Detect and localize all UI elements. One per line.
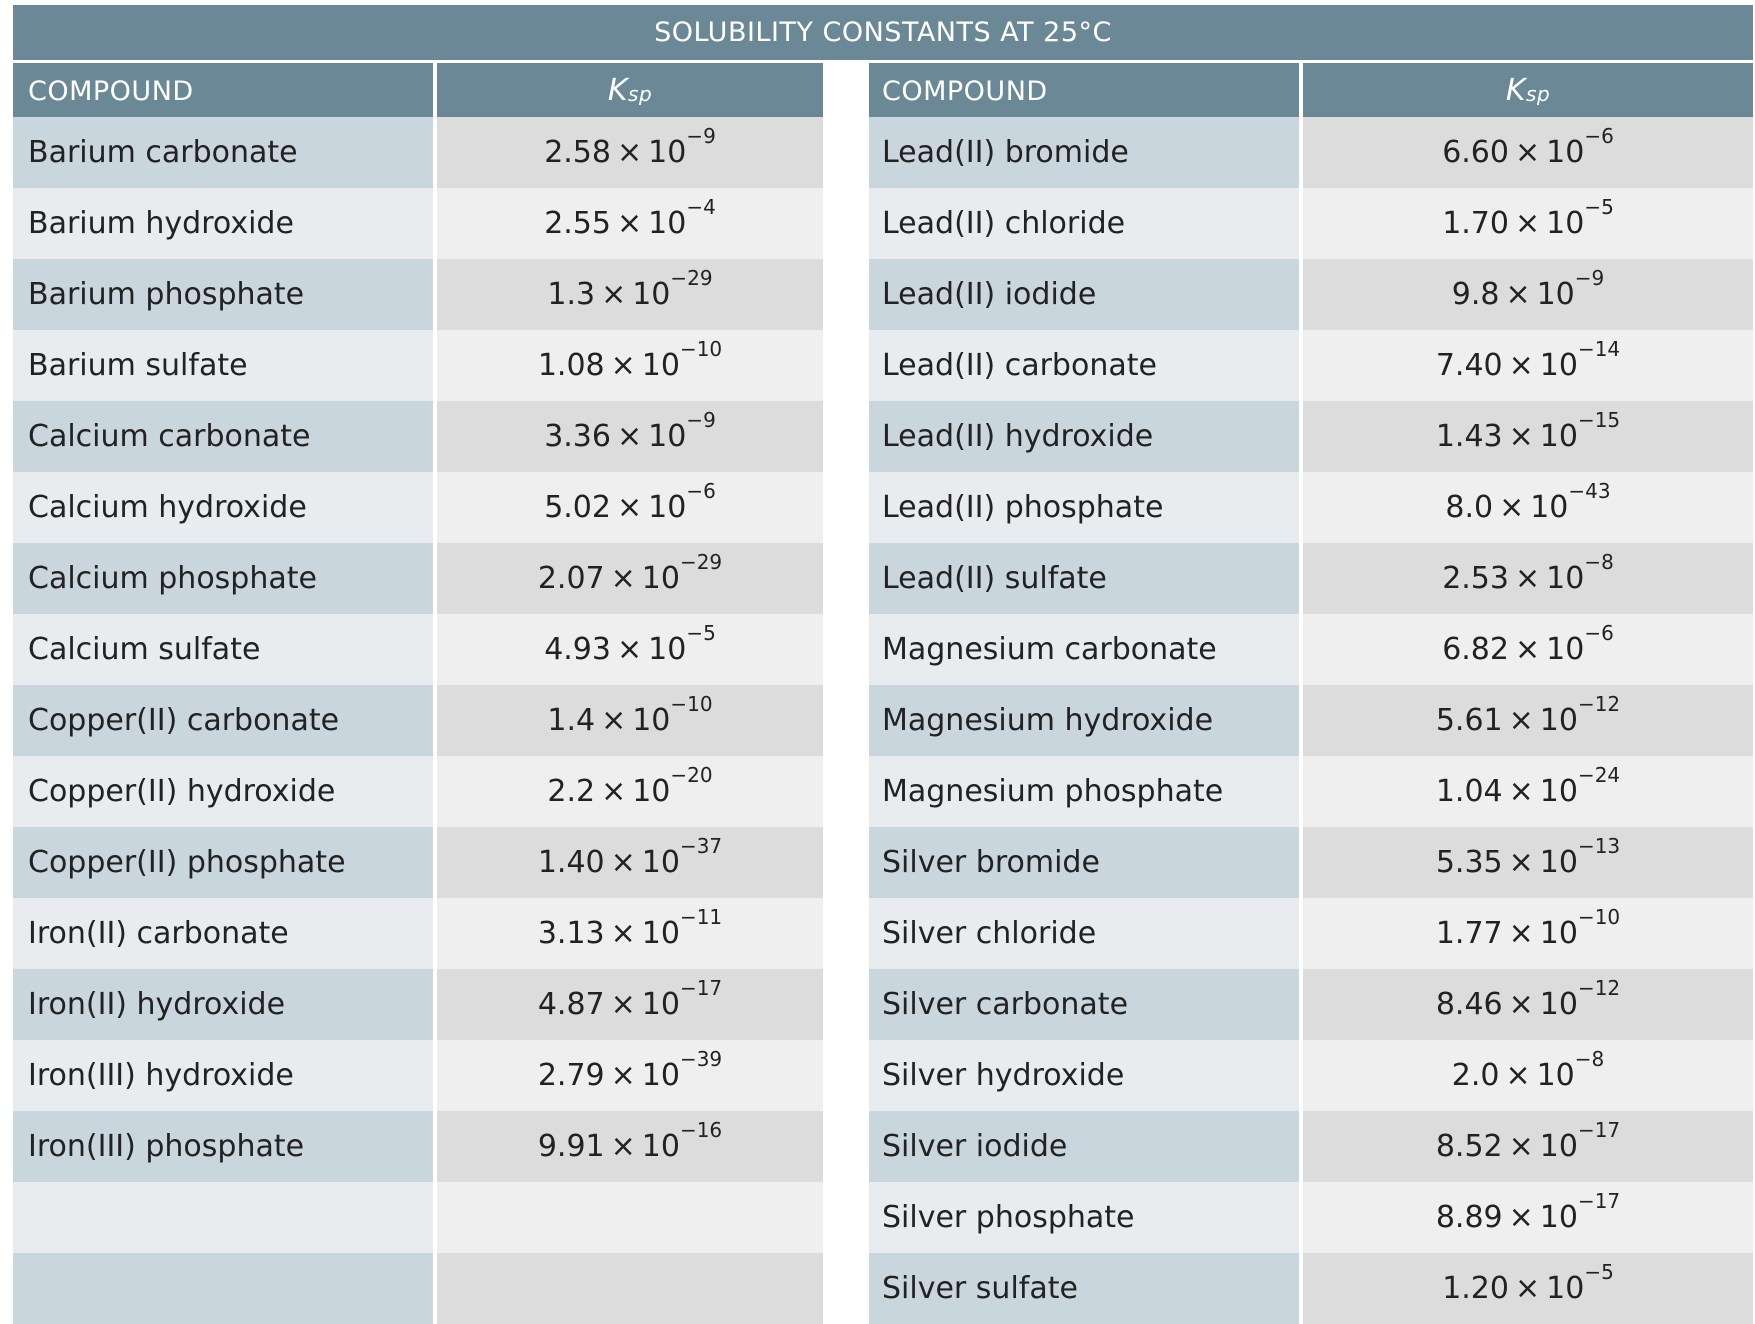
ksp-value-cell [1303, 330, 1753, 401]
right-header-row [869, 63, 1753, 117]
ksp-value-cell [437, 1182, 823, 1253]
ksp-mantissa: 8.46 [1435, 987, 1503, 1022]
ksp-value-cell [437, 543, 823, 614]
ksp-mantissa: 9.91 [537, 1129, 605, 1164]
compound-name-cell: Lead(II) carbonate [869, 330, 1299, 401]
compound-name-cell [13, 1253, 433, 1324]
times-sign: × [1508, 1129, 1534, 1164]
ksp-exponent: −20 [670, 763, 713, 787]
ksp-exponent: −13 [1577, 834, 1621, 858]
ksp-symbol: K [607, 72, 629, 108]
compound-name-cell: Lead(II) sulfate [869, 543, 1299, 614]
ksp-mantissa: 2.58 [544, 135, 611, 170]
ksp-mantissa: 6.82 [1442, 632, 1509, 667]
times-sign: × [1505, 277, 1531, 312]
ksp-value [537, 550, 723, 596]
power-base: 10 [641, 1129, 680, 1164]
ksp-value-cell [437, 1253, 823, 1324]
left-header-row [13, 63, 823, 117]
table-row [869, 685, 1753, 756]
ksp-mantissa: 2.2 [547, 774, 596, 809]
ksp-mantissa: 1.20 [1442, 1271, 1509, 1306]
power-base: 10 [648, 135, 687, 170]
ksp-value [1451, 1047, 1605, 1093]
power-base: 10 [1539, 987, 1578, 1022]
ksp-exponent: −5 [1584, 195, 1614, 219]
ksp-subscript: sp [1526, 82, 1551, 106]
ksp-mantissa: 1.43 [1435, 419, 1503, 454]
times-sign: × [1508, 987, 1534, 1022]
ksp-value-cell [1303, 969, 1753, 1040]
table-row [869, 614, 1753, 685]
ksp-value [1442, 1260, 1614, 1306]
ksp-exponent: −10 [679, 337, 723, 361]
ksp-value-cell [437, 898, 823, 969]
times-sign: × [601, 774, 627, 809]
ksp-exponent: −12 [1577, 976, 1621, 1000]
ksp-mantissa: 1.04 [1435, 774, 1503, 809]
table-row [869, 117, 1753, 188]
compound-name-cell: Silver chloride [869, 898, 1299, 969]
times-sign: × [610, 1058, 636, 1093]
power-base: 10 [632, 277, 671, 312]
ksp-value [544, 408, 716, 454]
ksp-symbol: K [1505, 72, 1527, 108]
table-row [13, 259, 823, 330]
ksp-exponent: −15 [1577, 408, 1621, 432]
ksp-value [1451, 266, 1605, 312]
times-sign: × [616, 206, 643, 241]
compound-name-cell: Silver iodide [869, 1111, 1299, 1182]
times-sign: × [1508, 703, 1534, 738]
power-base: 10 [1539, 703, 1578, 738]
compound-name-cell: Magnesium phosphate [869, 756, 1299, 827]
ksp-value-cell [437, 969, 823, 1040]
power-base: 10 [1539, 845, 1578, 880]
table-row [13, 543, 823, 614]
compound-name-cell: Calcium hydroxide [13, 472, 433, 543]
power-base: 10 [1546, 632, 1585, 667]
table-row [13, 756, 823, 827]
times-sign: × [601, 703, 627, 738]
ksp-value [1435, 976, 1621, 1022]
power-base: 10 [1530, 490, 1569, 525]
times-sign: × [610, 1129, 636, 1164]
table-row [869, 1182, 1753, 1253]
ksp-value-cell [1303, 259, 1753, 330]
ksp-value [547, 266, 713, 312]
ksp-exponent: −39 [679, 1047, 723, 1071]
table-row [13, 1111, 823, 1182]
table-row [13, 117, 823, 188]
table-row [13, 472, 823, 543]
ksp-exponent: −10 [670, 692, 713, 716]
compound-name-cell: Barium carbonate [13, 117, 433, 188]
power-base: 10 [1539, 774, 1578, 809]
ksp-value-cell [437, 117, 823, 188]
compound-name-cell [13, 1182, 433, 1253]
ksp-value [1435, 834, 1621, 880]
ksp-mantissa: 1.4 [547, 703, 596, 738]
compound-name-cell: Calcium sulfate [13, 614, 433, 685]
power-base: 10 [1539, 916, 1578, 951]
table-row [13, 188, 823, 259]
ksp-mantissa: 9.8 [1451, 277, 1500, 312]
ksp-exponent: −17 [1577, 1118, 1621, 1142]
ksp-mantissa: 7.40 [1435, 348, 1503, 383]
ksp-exponent: −9 [686, 408, 716, 432]
ksp-mantissa: 1.40 [537, 845, 605, 880]
times-sign: × [1499, 490, 1525, 525]
times-sign: × [616, 135, 643, 170]
ksp-value-cell [437, 1040, 823, 1111]
ksp-exponent: −14 [1577, 337, 1621, 361]
compound-name-cell: Calcium carbonate [13, 401, 433, 472]
table-title: SOLUBILITY CONSTANTS AT 25°C [13, 5, 1753, 60]
table-row [869, 827, 1753, 898]
compound-name-cell: Iron(II) hydroxide [13, 969, 433, 1040]
compound-name-cell: Lead(II) hydroxide [869, 401, 1299, 472]
ksp-value [1442, 621, 1614, 667]
ksp-subscript: sp [628, 82, 653, 106]
compound-name-cell: Lead(II) bromide [869, 117, 1299, 188]
times-sign: × [610, 845, 636, 880]
compound-name-cell: Silver bromide [869, 827, 1299, 898]
ksp-mantissa: 2.0 [1451, 1058, 1500, 1093]
table-row [869, 472, 1753, 543]
ksp-value-cell [437, 614, 823, 685]
table-row [869, 969, 1753, 1040]
ksp-mantissa: 8.52 [1435, 1129, 1503, 1164]
ksp-value [544, 195, 716, 241]
compound-name-cell: Silver carbonate [869, 969, 1299, 1040]
times-sign: × [1514, 206, 1541, 241]
table-row [869, 259, 1753, 330]
compound-name-cell: Copper(II) carbonate [13, 685, 433, 756]
ksp-mantissa: 5.35 [1435, 845, 1503, 880]
ksp-exponent: −9 [1574, 266, 1605, 290]
ksp-exponent: −11 [679, 905, 723, 929]
ksp-mantissa: 1.08 [537, 348, 605, 383]
ksp-exponent: −4 [686, 195, 716, 219]
ksp-exponent: −29 [679, 550, 723, 574]
times-sign: × [601, 277, 627, 312]
power-base: 10 [1546, 206, 1585, 241]
compound-name-cell: Iron(III) hydroxide [13, 1040, 433, 1111]
ksp-value [1442, 195, 1614, 241]
table-row [13, 1040, 823, 1111]
table-row [869, 1253, 1753, 1324]
ksp-exponent: −12 [1577, 692, 1621, 716]
ksp-value [537, 905, 723, 951]
ksp-value [1442, 124, 1614, 170]
ksp-value [537, 1118, 723, 1164]
table-row [13, 827, 823, 898]
ksp-mantissa: 2.79 [537, 1058, 605, 1093]
ksp-value-cell [1303, 756, 1753, 827]
ksp-value [537, 337, 723, 383]
compound-name-cell: Lead(II) iodide [869, 259, 1299, 330]
ksp-exponent: −29 [670, 266, 713, 290]
ksp-mantissa: 2.07 [537, 561, 605, 596]
ksp-value-cell [1303, 117, 1753, 188]
ksp-exponent: −10 [1577, 905, 1621, 929]
ksp-value [1435, 408, 1621, 454]
table-row [13, 330, 823, 401]
ksp-exponent: −9 [686, 124, 716, 148]
times-sign: × [1508, 774, 1534, 809]
power-base: 10 [641, 987, 680, 1022]
table-row [13, 685, 823, 756]
power-base: 10 [641, 348, 680, 383]
compound-name-cell: Silver sulfate [869, 1253, 1299, 1324]
ksp-exponent: −6 [1584, 621, 1614, 645]
table-row [13, 401, 823, 472]
ksp-exponent: −8 [1574, 1047, 1605, 1071]
power-base: 10 [1536, 277, 1575, 312]
table-row [869, 543, 1753, 614]
times-sign: × [1508, 845, 1534, 880]
table-row [13, 614, 823, 685]
ksp-value [544, 479, 716, 525]
times-sign: × [610, 561, 636, 596]
compound-name-cell: Iron(III) phosphate [13, 1111, 433, 1182]
compound-name-cell: Iron(II) carbonate [13, 898, 433, 969]
table-row [869, 401, 1753, 472]
compound-name-cell: Copper(II) phosphate [13, 827, 433, 898]
right-table-body [869, 117, 1753, 1324]
power-base: 10 [1536, 1058, 1575, 1093]
ksp-value-cell [1303, 1253, 1753, 1324]
times-sign: × [610, 987, 636, 1022]
ksp-value [547, 763, 713, 809]
ksp-value-cell [1303, 827, 1753, 898]
ksp-mantissa: 2.53 [1442, 561, 1509, 596]
ksp-value-cell [437, 330, 823, 401]
ksp-value-cell [437, 685, 823, 756]
ksp-value [1435, 763, 1621, 809]
ksp-mantissa: 8.89 [1435, 1200, 1503, 1235]
compound-name-cell: Silver phosphate [869, 1182, 1299, 1253]
ksp-mantissa: 4.87 [537, 987, 605, 1022]
ksp-exponent: −17 [679, 976, 723, 1000]
ksp-value-cell [1303, 614, 1753, 685]
times-sign: × [1514, 1271, 1541, 1306]
ksp-value-cell [1303, 543, 1753, 614]
table-row [869, 1040, 1753, 1111]
times-sign: × [610, 348, 636, 383]
power-base: 10 [648, 632, 687, 667]
power-base: 10 [648, 206, 687, 241]
power-base: 10 [641, 845, 680, 880]
power-base: 10 [641, 916, 680, 951]
times-sign: × [616, 632, 643, 667]
ksp-exponent: −24 [1577, 763, 1621, 787]
ksp-value-cell [437, 188, 823, 259]
ksp-value-cell [1303, 472, 1753, 543]
compound-name-cell: Lead(II) phosphate [869, 472, 1299, 543]
ksp-value-cell [1303, 1111, 1753, 1182]
table-row [869, 898, 1753, 969]
power-base: 10 [1539, 419, 1578, 454]
power-base: 10 [641, 561, 680, 596]
power-base: 10 [648, 490, 687, 525]
power-base: 10 [648, 419, 687, 454]
ksp-exponent: −5 [1584, 1260, 1614, 1284]
table-row [13, 969, 823, 1040]
ksp-mantissa: 5.02 [544, 490, 611, 525]
times-sign: × [1505, 1058, 1531, 1093]
compound-name-cell: Calcium phosphate [13, 543, 433, 614]
ksp-exponent: −8 [1584, 550, 1614, 574]
compound-column-header: COMPOUND [13, 63, 433, 117]
ksp-value-cell [437, 472, 823, 543]
ksp-value [537, 1047, 723, 1093]
compound-name-cell: Barium hydroxide [13, 188, 433, 259]
compound-name-cell: Magnesium carbonate [869, 614, 1299, 685]
ksp-value [1435, 337, 1621, 383]
ksp-value-cell [437, 259, 823, 330]
ksp-value [1435, 692, 1621, 738]
ksp-mantissa: 1.3 [547, 277, 596, 312]
times-sign: × [616, 419, 643, 454]
ksp-value-cell [1303, 401, 1753, 472]
ksp-column-header [437, 63, 823, 117]
ksp-value [1442, 550, 1614, 596]
ksp-value-cell [1303, 685, 1753, 756]
ksp-exponent: −37 [679, 834, 723, 858]
power-base: 10 [632, 703, 671, 738]
table-row [869, 188, 1753, 259]
times-sign: × [1508, 419, 1534, 454]
times-sign: × [1508, 1200, 1534, 1235]
right-table [869, 63, 1753, 1324]
power-base: 10 [641, 1058, 680, 1093]
table-row [13, 1182, 823, 1253]
ksp-value [1435, 1189, 1621, 1235]
left-table [13, 63, 823, 1324]
compound-name-cell: Copper(II) hydroxide [13, 756, 433, 827]
times-sign: × [1514, 135, 1541, 170]
ksp-mantissa: 4.93 [544, 632, 611, 667]
power-base: 10 [1546, 1271, 1585, 1306]
ksp-mantissa: 3.13 [537, 916, 605, 951]
ksp-value-cell [437, 827, 823, 898]
ksp-value [1435, 1118, 1621, 1164]
ksp-mantissa: 8.0 [1445, 490, 1494, 525]
table-row [869, 330, 1753, 401]
times-sign: × [1514, 561, 1541, 596]
compound-name-cell: Magnesium hydroxide [869, 685, 1299, 756]
ksp-value [544, 124, 716, 170]
table-row [13, 1253, 823, 1324]
compound-column-header: COMPOUND [869, 63, 1299, 117]
ksp-mantissa: 1.70 [1442, 206, 1509, 241]
compound-name-cell: Barium phosphate [13, 259, 433, 330]
ksp-value-cell [1303, 898, 1753, 969]
times-sign: × [1508, 916, 1534, 951]
power-base: 10 [1539, 348, 1578, 383]
ksp-value [1445, 479, 1611, 525]
ksp-mantissa: 1.77 [1435, 916, 1503, 951]
ksp-value-cell [437, 1111, 823, 1182]
ksp-value [537, 976, 723, 1022]
ksp-value-cell [437, 756, 823, 827]
ksp-exponent: −43 [1568, 479, 1611, 503]
compound-name-cell: Lead(II) chloride [869, 188, 1299, 259]
ksp-value-cell [437, 401, 823, 472]
ksp-value [547, 692, 713, 738]
ksp-exponent: −17 [1577, 1189, 1621, 1213]
compound-name-cell: Barium sulfate [13, 330, 433, 401]
ksp-mantissa: 5.61 [1435, 703, 1503, 738]
times-sign: × [1514, 632, 1541, 667]
ksp-value-cell [1303, 1040, 1753, 1111]
times-sign: × [1508, 348, 1534, 383]
times-sign: × [610, 916, 636, 951]
table-row [869, 1111, 1753, 1182]
compound-name-cell: Silver hydroxide [869, 1040, 1299, 1111]
ksp-value [1435, 905, 1621, 951]
ksp-value-cell [1303, 188, 1753, 259]
ksp-mantissa: 6.60 [1442, 135, 1509, 170]
ksp-mantissa: 3.36 [544, 419, 611, 454]
power-base: 10 [632, 774, 671, 809]
times-sign: × [616, 490, 643, 525]
power-base: 10 [1539, 1129, 1578, 1164]
power-base: 10 [1546, 135, 1585, 170]
ksp-exponent: −16 [679, 1118, 723, 1142]
ksp-column-header [1303, 63, 1753, 117]
left-table-body [13, 117, 823, 1324]
ksp-value [544, 621, 716, 667]
ksp-exponent: −6 [1584, 124, 1614, 148]
power-base: 10 [1546, 561, 1585, 596]
table-row [13, 898, 823, 969]
table-row [869, 756, 1753, 827]
power-base: 10 [1539, 1200, 1578, 1235]
ksp-value-cell [1303, 1182, 1753, 1253]
ksp-exponent: −6 [686, 479, 716, 503]
ksp-mantissa: 2.55 [544, 206, 611, 241]
ksp-value [537, 834, 723, 880]
ksp-exponent: −5 [686, 621, 716, 645]
